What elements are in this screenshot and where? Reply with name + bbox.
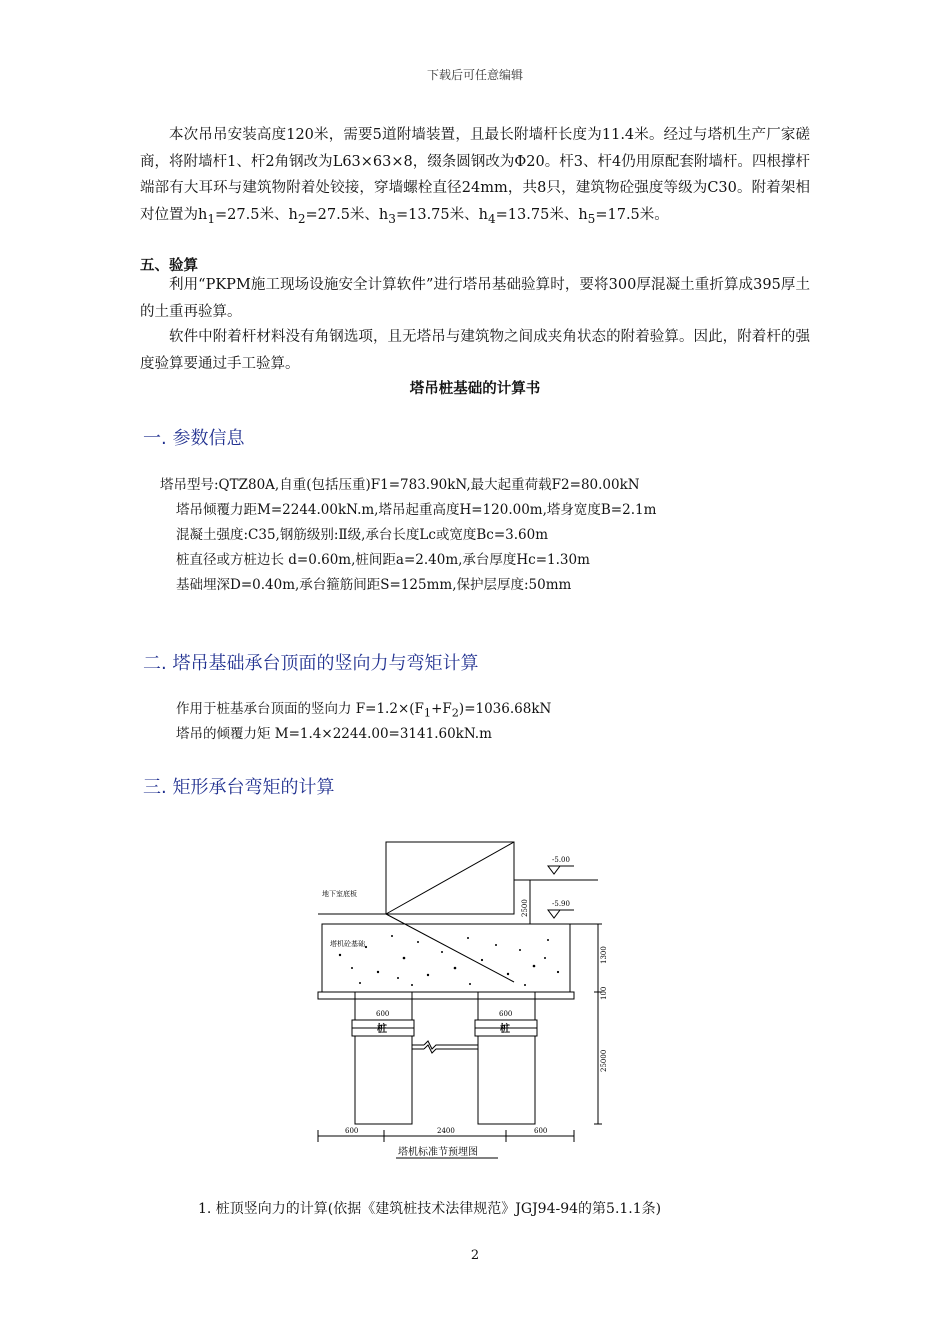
dim-1300: 1300: [600, 946, 608, 964]
diagram-caption: 塔机标准节预埋图: [398, 1147, 478, 1158]
foundation-diagram: [300, 836, 640, 1166]
pile-width-right: 600: [499, 1010, 513, 1018]
label-basement: 地下室底板: [322, 890, 357, 898]
level-marker-mid: [548, 910, 560, 918]
param-line-1: 塔吊型号:QTZ80A,自重(包括压重)F1=783.90kN,最大起重荷载F2=80.00kN: [160, 477, 640, 493]
tower-diagonal: [386, 842, 514, 914]
concrete-foundation: [322, 924, 570, 992]
section-5-paragraph-1: 利用“PKPM施工现场设施安全计算软件”进行塔吊基础验算时，要将300厚混凝土重折算成395厚土的土重再验算。: [140, 277, 810, 320]
level-mid: -5.90: [552, 900, 570, 908]
dim-100: 100: [600, 986, 608, 1000]
vertical-force-line: 作用于桩基承台顶面的竖向力 $F=1.2\times(F_1+F_2)=1036.68kN$: [176, 701, 552, 720]
pile-label-right: 桩: [500, 1024, 510, 1035]
param-line-3: 混凝土强度:C35,钢筋级别:Ⅱ级,承台长度Lc或宽度Bc=3.60m: [176, 527, 549, 543]
label-foundation: 塔机砼基础: [330, 940, 365, 948]
pile-right: [478, 1036, 535, 1124]
bottom-dim-1: 600: [345, 1127, 359, 1135]
dim-2500: 2500: [521, 899, 529, 917]
overturning-moment-line: 塔吊的倾覆力矩 M=1.4×2244.00=3141.60kN.m: [176, 726, 492, 742]
dim-25000: 25000: [600, 1049, 608, 1072]
section-1-heading: 一. 参数信息: [143, 428, 245, 449]
foundation-base-plate: [318, 992, 574, 999]
section-2-heading: 二. 塔吊基础承台顶面的竖向力与弯矩计算: [143, 653, 479, 674]
param-line-5: 基础埋深D=0.40m,承台箍筋间距S=125mm,保护层厚度:50mm: [176, 577, 572, 593]
level-marker-top: [548, 866, 560, 874]
header-note: 下载后可任意编辑: [426, 68, 523, 82]
page-number: 2: [470, 1248, 480, 1263]
intro-paragraph: 本次吊吊安装高度120米，需要5道附墙装置，且最长附墙杆长度为11.4米。经过与塔机生产厂家磋商，将附墙杆1、杆2角钢改为L63×63×8，缀条圆钢改为Φ20。杆3、杆4仍用原配套附墙杆。四根撑杆端部有大耳环与建筑物附着处铰接，穿墙螺栓直径24mm，共8只，建筑物砼强度等级为C30。附着架相对位置为$h_1=27.5$米、$h_2=27.5$米、$h_3=13.75$米、$h_4=13.75$米、$h_5=17.5$米。: [140, 127, 810, 226]
bottom-dim-2: 2400: [437, 1127, 455, 1135]
pile-left: [355, 1036, 412, 1124]
section-5-title: 五、验算: [140, 257, 198, 274]
bottom-dim-3: 600: [534, 1127, 548, 1135]
param-line-2: 塔吊倾覆力距M=2244.00kN.m,塔吊起重高度H=120.00m,塔身宽度B=2.1m: [176, 502, 657, 518]
footer-item-1: 1. 桩顶竖向力的计算(依据《建筑桩技术法律规范》JGJ94-94的第5.1.1条): [198, 1201, 662, 1217]
level-top: -5.00: [552, 856, 570, 864]
section-5-paragraph-2: 软件中附着杆材料没有角钢选项，且无塔吊与建筑物之间成夹角状态的附着验算。因此，附着杆的强度验算要通过手工验算。: [140, 329, 810, 372]
param-line-4: 桩直径或方桩边长 d=0.60m,桩间距a=2.40m,承台厚度Hc=1.30m: [176, 552, 590, 568]
section-3-heading: 三. 矩形承台弯矩的计算: [143, 777, 335, 798]
pile-label-left: 桩: [377, 1024, 387, 1035]
foundation-diagram-svg: [300, 836, 640, 1166]
calc-book-title: 塔吊桩基础的计算书: [409, 380, 541, 397]
pile-width-left: 600: [376, 1010, 390, 1018]
concrete-hatch: [339, 935, 559, 986]
